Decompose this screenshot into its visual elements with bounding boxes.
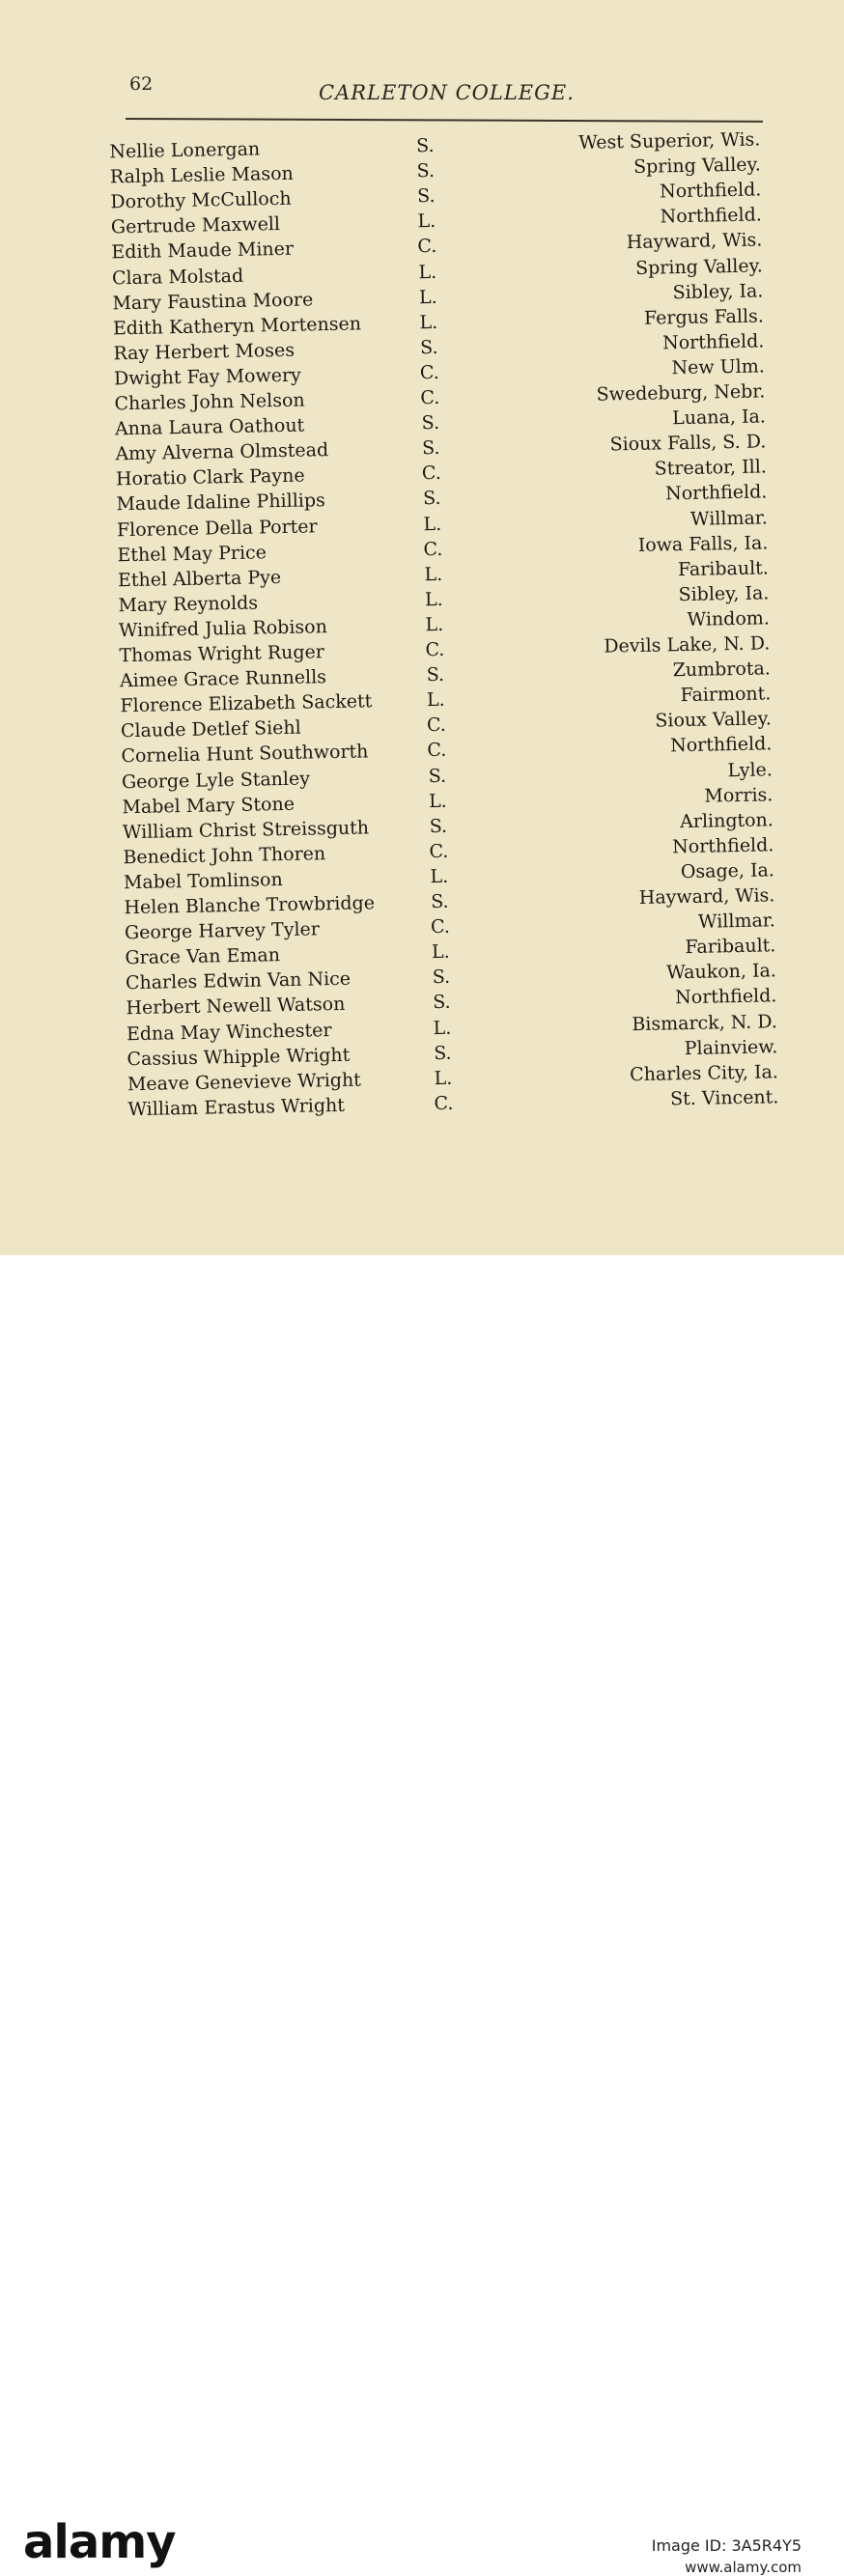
student-name: Helen Blanche Trowbridge (124, 892, 376, 919)
hometown: Northfield. (659, 179, 762, 203)
course-code: S. (416, 185, 436, 208)
student-name: Charles Edwin Van Nice (125, 968, 352, 994)
student-name: Dwight Fay Mowery (113, 364, 301, 390)
course-code: S. (434, 1042, 452, 1064)
student-name: Cassius Whipple Wright (127, 1044, 351, 1070)
student-name: Ethel Alberta Pye (117, 566, 282, 591)
hometown: Morris. (704, 783, 774, 807)
course-code: C. (430, 915, 451, 938)
student-name: Gertrude Maxwell (110, 213, 281, 238)
course-code: C. (419, 361, 440, 384)
course-code: L. (418, 261, 437, 283)
course-code: L. (430, 865, 449, 888)
hometown: Spring Valley. (633, 154, 762, 179)
hometown: St. Vincent. (669, 1086, 779, 1110)
student-name: Benedict John Thoren (123, 843, 326, 869)
student-name: William Christ Streissguth (122, 817, 370, 843)
hometown: Zumbrota. (672, 658, 772, 682)
course-code: L. (434, 1067, 453, 1089)
hometown: Arlington. (679, 809, 774, 832)
course-code: C. (426, 714, 447, 737)
hometown: Willmar. (697, 910, 776, 933)
hometown: Windom. (687, 607, 771, 630)
student-name: Winifred Julia Robison (118, 616, 328, 642)
hometown: Streator, Ill. (654, 456, 768, 480)
course-code: C. (421, 462, 442, 485)
course-code: L. (419, 311, 438, 333)
student-name: Clara Molstad (111, 265, 244, 289)
alamy-logo: alamy (23, 2515, 176, 2569)
course-code: S. (433, 992, 451, 1014)
course-code: L. (417, 210, 436, 233)
hometown: Hayward, Wis. (626, 229, 763, 254)
student-name: Ray Herbert Moses (113, 339, 295, 365)
course-code: S. (432, 966, 451, 989)
hometown: Iowa Falls, Ia. (637, 531, 769, 556)
hometown: Fairmont. (680, 683, 772, 707)
student-name: Claude Detlef Siehl (120, 716, 301, 742)
course-code: C. (425, 638, 445, 661)
hometown: Bismarck, N. D. (632, 1010, 778, 1035)
student-list (0, 0, 844, 1255)
student-name: George Lyle Stanley (121, 768, 311, 793)
watermark-footer (0, 1255, 844, 2576)
student-name: Cornelia Hunt Southworth (121, 741, 369, 768)
course-code: L. (423, 513, 442, 535)
hometown: West Superior, Wis. (578, 128, 761, 154)
course-code: S. (419, 336, 438, 359)
student-name: Ethel May Price (117, 541, 267, 566)
hometown: Waukon, Ia. (666, 960, 777, 984)
course-code: C. (423, 538, 443, 560)
course-code: C. (429, 840, 449, 862)
hometown: Sioux Falls, S. D. (609, 431, 767, 456)
image-id: Image ID: 3A5R4Y5 (651, 2536, 802, 2555)
course-code: L. (428, 790, 447, 812)
page-number: 62 (129, 73, 154, 95)
course-code: L. (426, 689, 445, 712)
course-code: S. (421, 437, 440, 460)
course-code: S. (415, 134, 435, 157)
student-name: Edith Maude Miner (111, 238, 295, 264)
course-code: L. (431, 940, 450, 964)
course-code: S. (426, 663, 445, 686)
course-code: L. (418, 286, 437, 308)
student-name: Florence Della Porter (116, 515, 318, 541)
course-code: S. (429, 815, 448, 837)
document-page (0, 0, 844, 1255)
student-name: Edith Katheryn Mortensen (112, 313, 362, 340)
student-name: Herbert Newell Watson (126, 994, 346, 1020)
course-code: L. (424, 588, 443, 610)
hometown: Northfield. (664, 481, 768, 505)
student-name: Mabel Mary Stone (122, 793, 295, 818)
hometown: New Ulm. (671, 355, 766, 379)
course-code: C. (417, 236, 437, 258)
hometown: Plainview. (684, 1035, 778, 1059)
footer-url: www.alamy.com (685, 2559, 802, 2576)
student-name: Horatio Clark Payne (115, 464, 305, 490)
student-name: Meave Genevieve Wright (127, 1069, 362, 1095)
hometown: Luana, Ia. (671, 406, 767, 430)
student-name: Anna Laura Oathout (114, 414, 305, 440)
student-name: Maude Idaline Phillips (116, 490, 326, 516)
course-code: C. (427, 740, 447, 762)
hometown: Northfield. (669, 733, 773, 757)
student-name: Aimee Grace Runnells (119, 666, 327, 692)
hometown: Osage, Ia. (680, 859, 775, 883)
course-code: L. (424, 563, 443, 585)
hometown: Willmar. (689, 506, 769, 530)
hometown: Sioux Valley. (655, 708, 773, 732)
hometown: Fergus Falls. (643, 305, 765, 329)
course-code: S. (428, 765, 447, 787)
course-code: S. (416, 160, 436, 182)
course-code: L. (433, 1017, 452, 1039)
student-name: William Erastus Wright (127, 1094, 346, 1120)
hometown: Northfield. (674, 985, 777, 1009)
hometown: Faribault. (685, 935, 776, 959)
student-name: Florence Elizabeth Sackett (120, 690, 373, 717)
hometown: Northfield. (671, 834, 774, 858)
hometown: Lyle. (727, 758, 774, 781)
hometown: Northfield. (660, 204, 763, 228)
course-code: C. (434, 1092, 454, 1114)
course-code: S. (430, 890, 449, 913)
student-name: Thomas Wright Ruger (119, 641, 325, 667)
hometown: Faribault. (677, 557, 770, 580)
student-name: Mary Faustina Moore (112, 288, 314, 314)
student-name: Ralph Leslie Mason (109, 162, 294, 188)
student-name: George Harvey Tyler (124, 918, 321, 944)
course-code: L. (425, 613, 444, 636)
hometown: Swedeburg, Nebr. (596, 380, 766, 406)
hometown: Sibley, Ia. (672, 280, 764, 303)
course-code: S. (422, 488, 441, 510)
hometown: Sibley, Ia. (678, 582, 770, 605)
hometown: Devils Lake, N. D. (604, 632, 771, 658)
course-code: C. (420, 386, 440, 409)
student-name: Charles John Nelson (114, 389, 305, 415)
hometown: Hayward, Wis. (638, 884, 775, 909)
student-name: Nellie Lonergan (109, 138, 261, 163)
course-code: S. (421, 411, 440, 434)
student-name: Grace Van Eman (125, 944, 281, 969)
student-name: Edna May Winchester (126, 1019, 332, 1045)
running-head: CARLETON COLLEGE. (319, 81, 575, 104)
student-name: Dorothy McCulloch (110, 187, 292, 213)
hometown: Spring Valley. (634, 254, 764, 279)
hometown: Charles City, Ia. (629, 1060, 779, 1085)
student-name: Mary Reynolds (118, 592, 259, 617)
hometown: Northfield. (661, 330, 765, 354)
student-name: Mabel Tomlinson (123, 868, 283, 894)
student-name: Amy Alverna Olmstead (115, 439, 329, 465)
